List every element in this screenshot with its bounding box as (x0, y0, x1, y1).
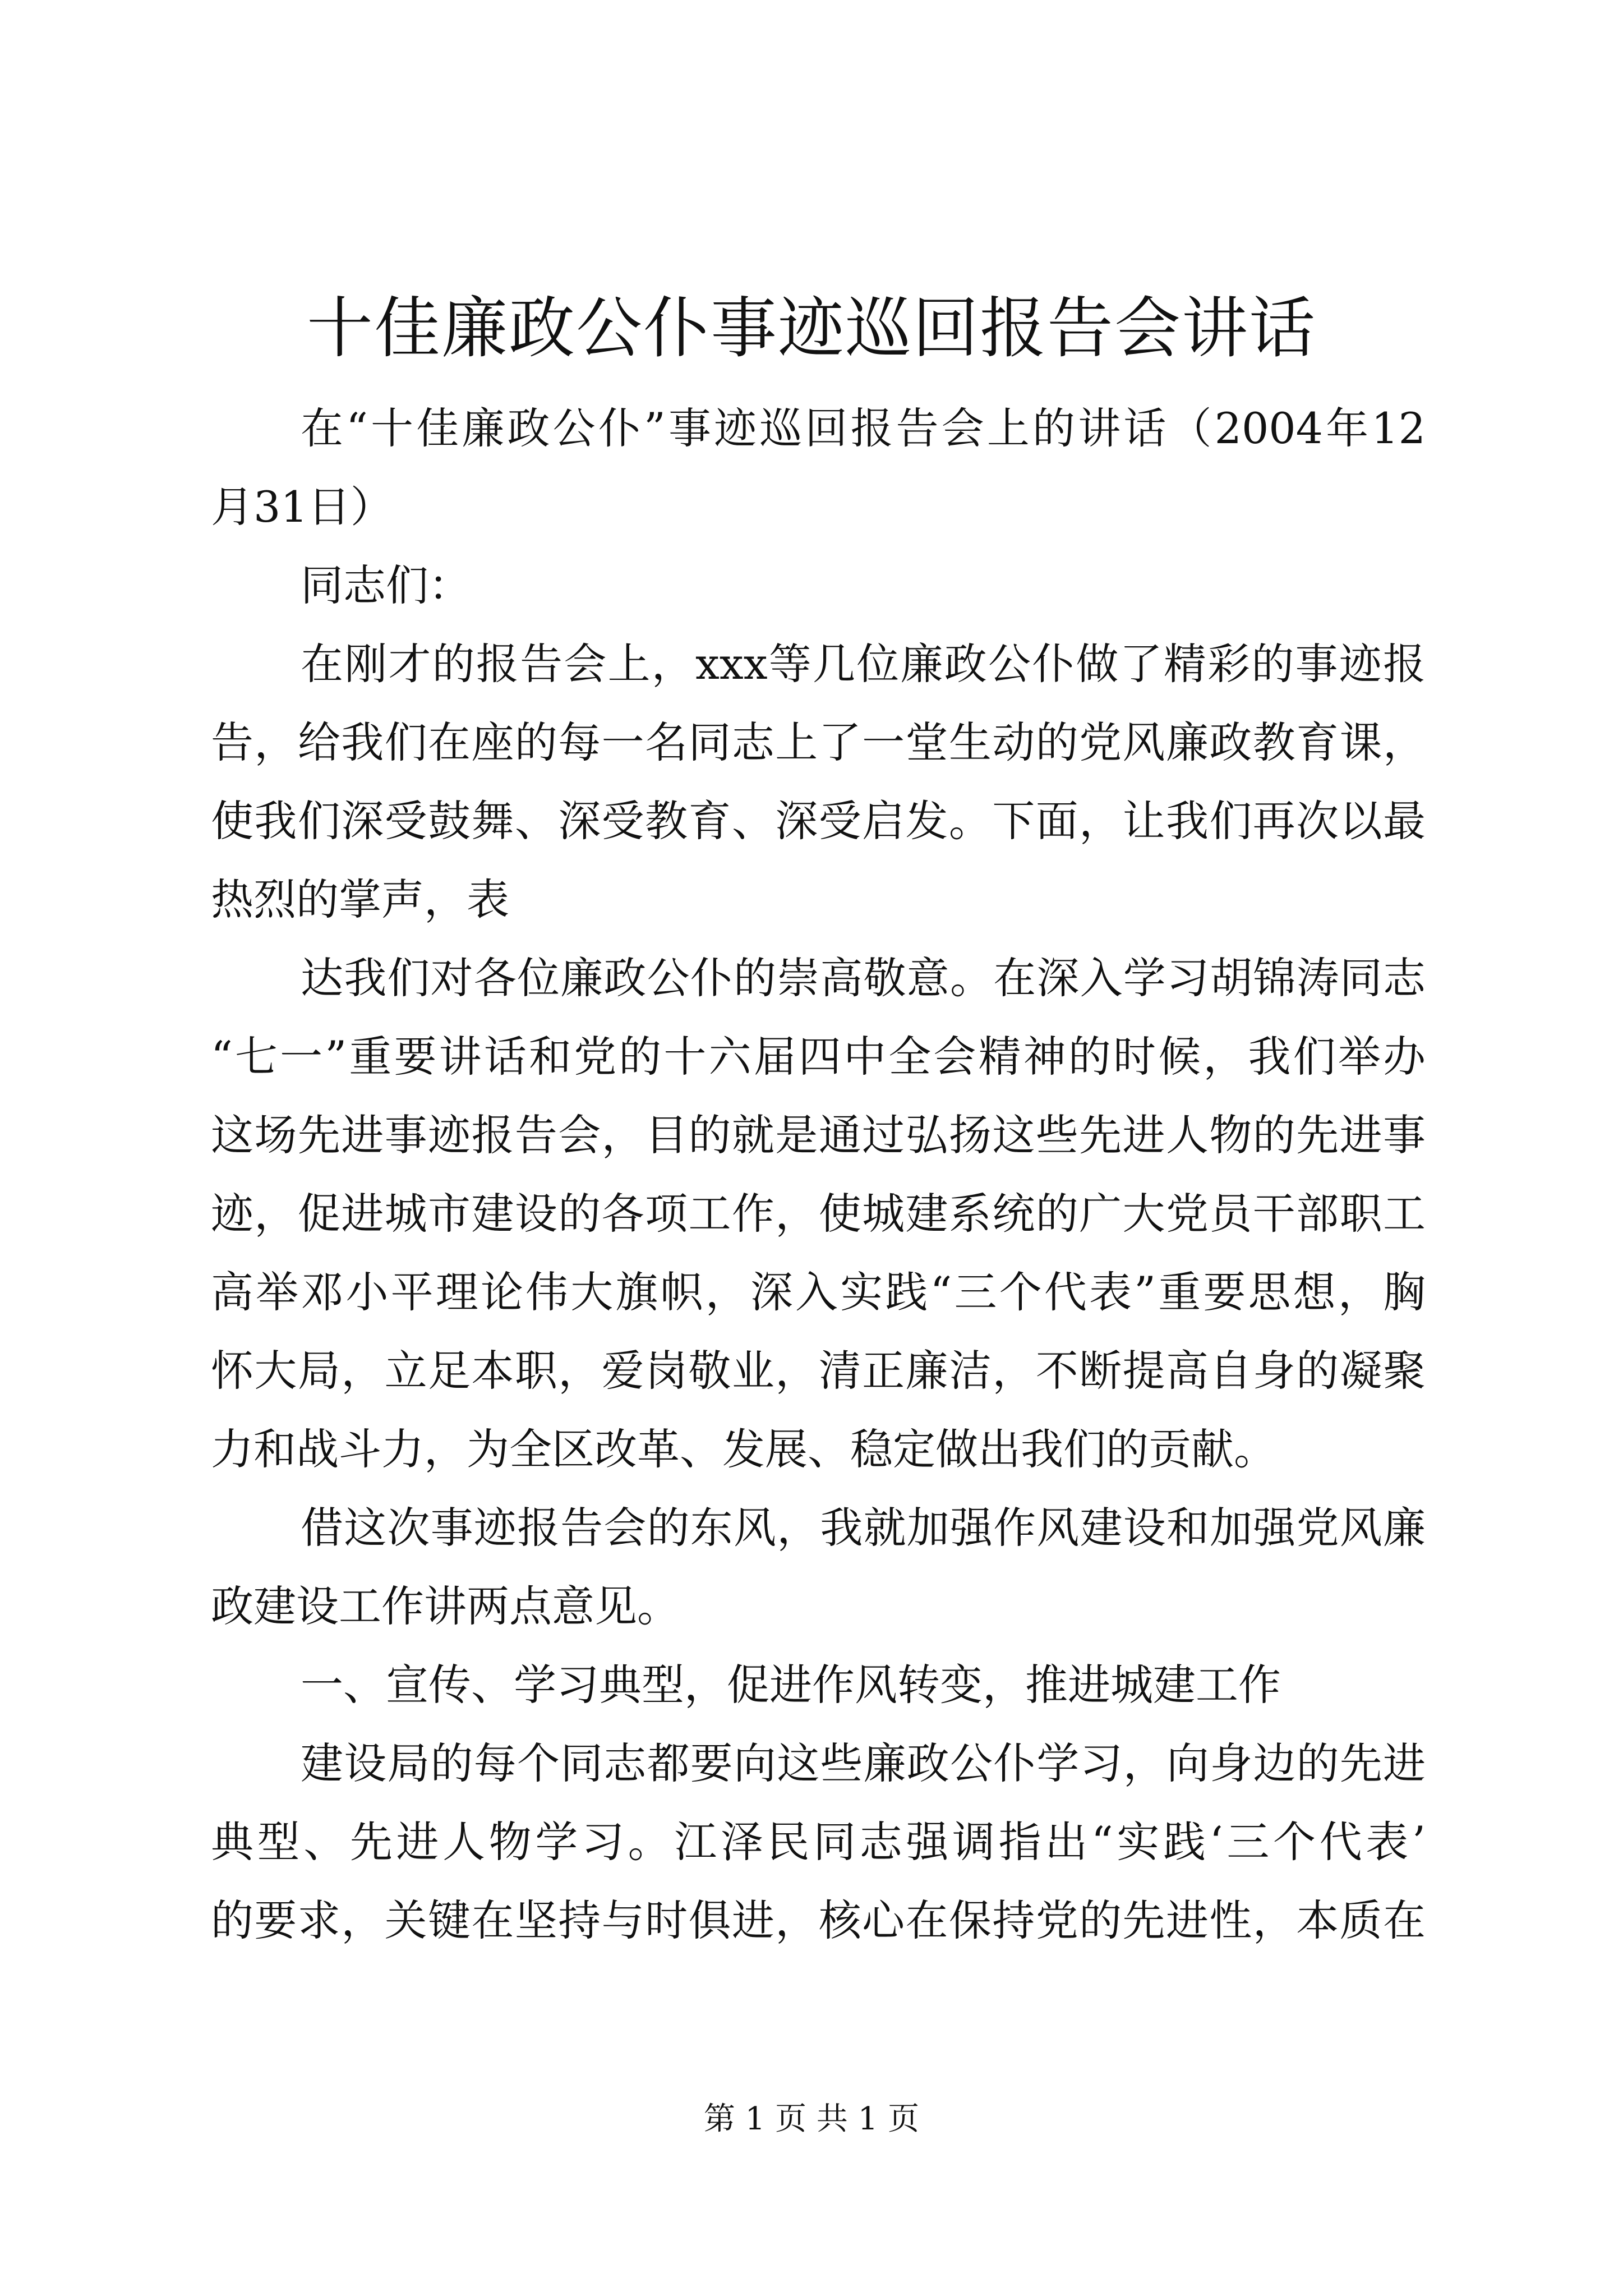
paragraph-line: 建设局的每个同志都要向这些廉政公仆学习，向身边的先进 (301, 1738, 1426, 1788)
section-heading: 一、宣传、学习典型，促进作风转变，推进城建工作 (301, 1660, 1281, 1710)
paragraph-line: 这场先进事迹报告会，目的就是通过弘扬这些先进人物的先进事 (211, 1110, 1426, 1160)
page-number-footer: 第 1 页 共 1 页 (703, 2101, 920, 2137)
paragraph-line: 借这次事迹报告会的东风，我就加强作风建设和加强党风廉 (301, 1503, 1426, 1553)
paragraph-line: 的要求，关键在坚持与时俱进，核心在保持党的先进性，本质在 (211, 1895, 1426, 1945)
paragraph-line: 热烈的掌声，表 (211, 875, 509, 924)
paragraph-line: 力和战斗力，为全区改革、发展、稳定做出我们的贡献。 (211, 1424, 1276, 1474)
paragraph-line: 达我们对各位廉政公仆的崇高敬意。在深入学习胡锦涛同志 (301, 953, 1426, 1003)
paragraph-line: 在刚才的报告会上，xxx等几位廉政公仆做了精彩的事迹报 (301, 639, 1426, 689)
paragraph-line: “七一”重要讲话和党的十六届四中全会精神的时候，我们举办 (211, 1032, 1426, 1082)
paragraph-line: 政建设工作讲两点意见。 (211, 1581, 680, 1631)
paragraph-line: 典型、先进人物学习。江泽民同志强调指出“实践‘三个代表’ (211, 1817, 1426, 1867)
paragraph-line: 告，给我们在座的每一名同志上了一堂生动的党风廉政教育课， (211, 717, 1426, 767)
document-title: 十佳廉政公仆事迹巡回报告会讲话 (306, 289, 1316, 367)
paragraph-line: 在“十佳廉政公仆”事迹巡回报告会上的讲话（2004年12 (301, 403, 1426, 453)
paragraph-line: 同志们： (301, 560, 471, 610)
paragraph-line: 怀大局，立足本职，爱岗敬业，清正廉洁，不断提高自身的凝聚 (211, 1346, 1426, 1396)
paragraph-line: 使我们深受鼓舞、深受教育、深受启发。下面，让我们再次以最 (211, 796, 1426, 846)
paragraph-line: 高举邓小平理论伟大旗帜，深入实践“三个代表”重要思想，胸 (211, 1267, 1426, 1317)
paragraph-line: 月31日） (211, 482, 393, 532)
paragraph-line: 迹，促进城市建设的各项工作，使城建系统的广大党员干部职工 (211, 1189, 1426, 1239)
